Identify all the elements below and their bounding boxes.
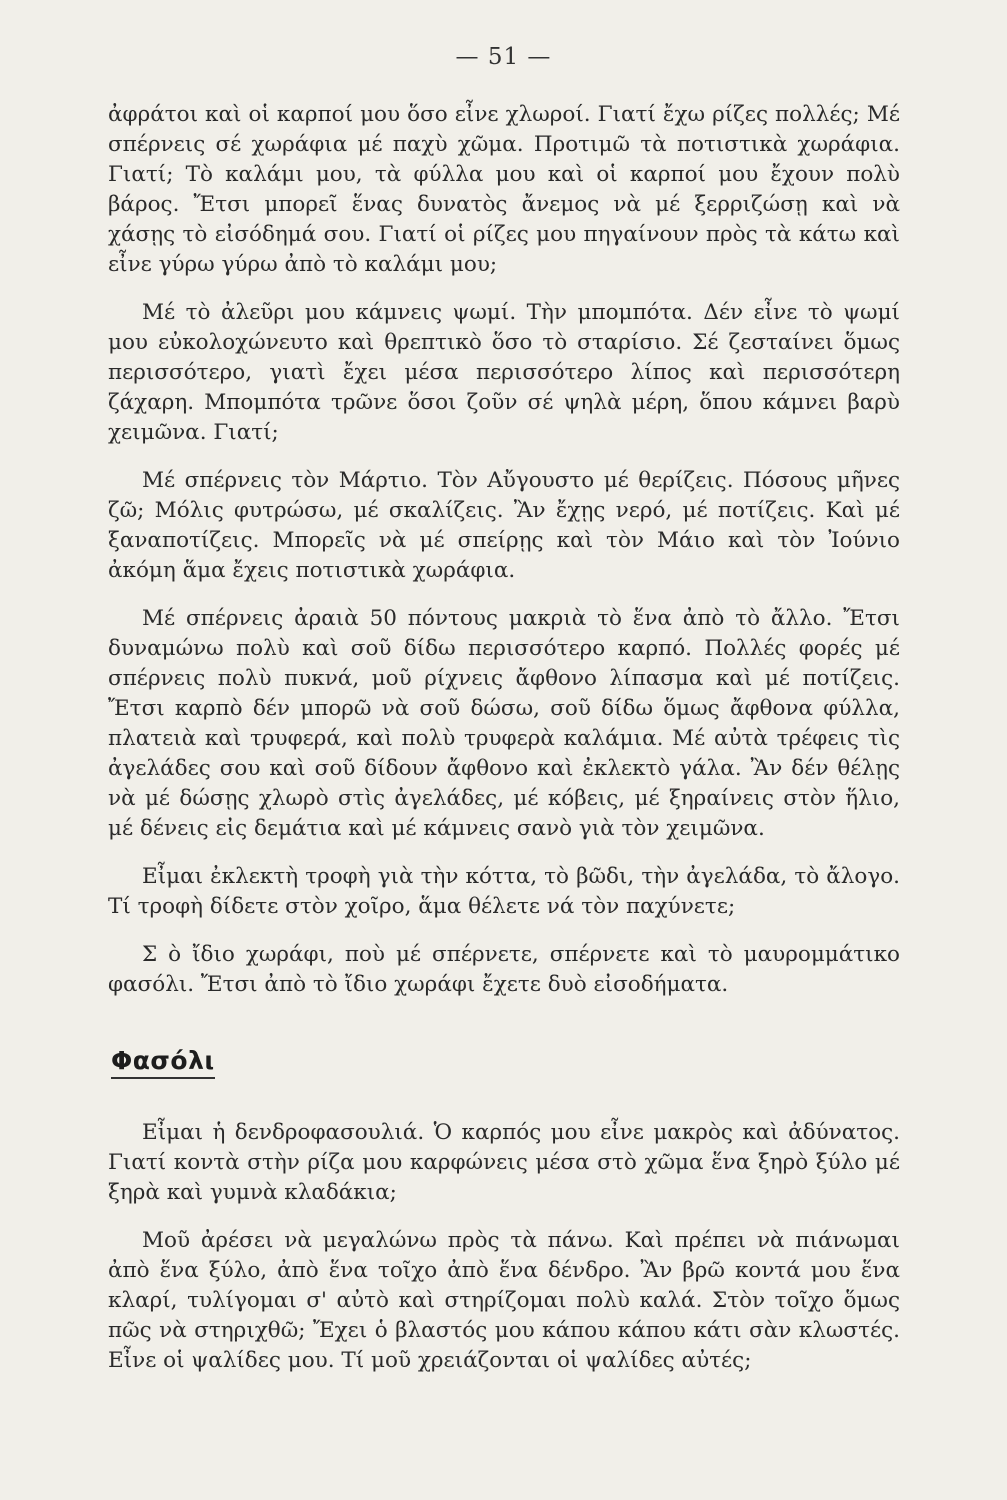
paragraph: ἀφράτοι καὶ οἱ καρποί μου ὅσο εἶνε χλωροί. Γιατί ἔχω ρίζες πολλές; Μέ σπέρνεις σέ χωράφια μέ παχὺ χῶμα. Προτιμῶ τὰ ποτιστικὰ χωράφια. Γιατί; Τὸ καλάμι μου, τὰ φύλλα μου καὶ οἱ καρποί μου ἔχουν πολὺ βάρος. Ἔτσι μπορεῖ ἕνας δυνατὸς ἄνεμος νὰ μέ ξερριζώσῃ καὶ νὰ χάσῃς τὸ εἰσόδημά σου. Γιατί οἱ ρίζες μου πηγαίνουν πρὸς τὰ κάτω καὶ εἶνε γύρω γύρω ἀπὸ τὸ καλάμι μου; [108, 102, 900, 277]
paragraph: Μέ σπέρνεις ἀραιὰ 50 πόντους μακριὰ τὸ ἕνα ἀπὸ τὸ ἄλλο. Ἔτσι δυναμώνω πολὺ καὶ σοῦ δίδω περισσότερο καρπό. Πολλές φορές μέ σπέρνεις πολὺ πυκνά, μοῦ ρίχνεις ἄφθονο λίπασμα καὶ μέ ποτίζεις. Ἔτσι καρπὸ δέν μπορῶ νὰ σοῦ δώσω, σοῦ δίδω ὅμως ἄφθονα φύλλα, πλατειὰ καὶ τρυφερά, καὶ πολὺ τρυφερὰ καλάμια. Μέ αὐτὰ τρέφεις τὶς ἀγελάδες σου καὶ σοῦ δίδουν ἄφθονο καὶ ἐκλεκτὸ γάλα. Ἂν δέν θέλῃς νὰ μέ δώσῃς χλωρὸ στὶς ἀγελάδες, μέ κόβεις, μέ ξηραίνεις στὸν ἥλιο, μέ δένεις εἰς δεμάτια καὶ μέ κάμνεις σανὸ γιὰ τὸν χειμῶνα. [108, 606, 900, 841]
paragraph: Μέ τὸ ἀλεῦρι μου κάμνεις ψωμί. Τὴν μπομπότα. Δέν εἶνε τὸ ψωμί μου εὐκολοχώνευτο καὶ θρεπτικὸ ὅσο τὸ σταρίσιο. Σέ ζεσταίνει ὅμως περισσότερο, γιατὶ ἔχει μέσα περισσότερο λίπος καὶ περισσότερη ζάχαρη. Μπομπότα τρῶνε ὅσοι ζοῦν σέ ψηλὰ μέρη, ὅπου κάμνει βαρὺ χειμῶνα. Γιατί; [108, 300, 900, 445]
paragraph: Μοῦ ἀρέσει νὰ μεγαλώνω πρὸς τὰ πάνω. Καὶ πρέπει νὰ πιάνωμαι ἀπὸ ἕνα ξύλο, ἀπὸ ἕνα τοῖχο ἀπὸ ἕνα δένδρο. Ἂν βρῶ κοντά μου ἕνα κλαρί, τυλίγομαι σ' αὐτὸ καὶ στηρίζομαι πολὺ καλά. Στὸν τοῖχο ὅμως πῶς νὰ στηριχθῶ; Ἔχει ὁ βλαστός μου κάπου κάπου κάτι σὰν κλωστές. Εἶνε οἱ ψαλίδες μου. Τί μοῦ χρειάζονται οἱ ψαλίδες αὐτές; [108, 1228, 900, 1373]
page-number: — 51 — [455, 44, 552, 70]
paragraph: Μέ σπέρνεις τὸν Μάρτιο. Τὸν Αὔγουστο μέ θερίζεις. Πόσους μῆνες ζῶ; Μόλις φυτρώσω, μέ σκαλίζεις. Ἂν ἔχῃς νερό, μέ ποτίζεις. Καὶ μέ ξαναποτίζεις. Μπορεῖς νὰ μέ σπείρῃς καὶ τὸν Μάιο καὶ τὸν Ἰούνιο ἀκόμη ἅμα ἔχεις ποτιστικὰ χωράφια. [108, 468, 900, 583]
section-heading: Φασόλι [111, 1046, 215, 1079]
top-text-block [108, 100, 900, 1018]
bottom-text-block [108, 1118, 900, 1394]
paragraph: Σ ὸ ἴδιο χωράφι, ποὺ μέ σπέρνετε, σπέρνετε καὶ τὸ μαυρομμάτικο φασόλι. Ἔτσι ἀπὸ τὸ ἴδιο χωράφι ἔχετε δυὸ εἰσοδήματα. [108, 942, 900, 997]
paragraph: Εἶμαι ἐκλεκτὴ τροφὴ γιὰ τὴν κόττα, τὸ βῶδι, τὴν ἀγελάδα, τὸ ἄλογο. Τί τροφὴ δίδετε στὸν χοῖρο, ἅμα θέλετε νά τὸν παχύνετε; [108, 864, 900, 919]
paragraph: Εἶμαι ἡ δενδροφασουλιά. Ὁ καρπός μου εἶνε μακρὸς καὶ ἀδύνατος. Γιατί κοντὰ στὴν ρίζα μου καρφώνεις μέσα στὸ χῶμα ἕνα ξηρὸ ξύλο μέ ξηρὰ καὶ γυμνὰ κλαδάκια; [108, 1120, 900, 1205]
